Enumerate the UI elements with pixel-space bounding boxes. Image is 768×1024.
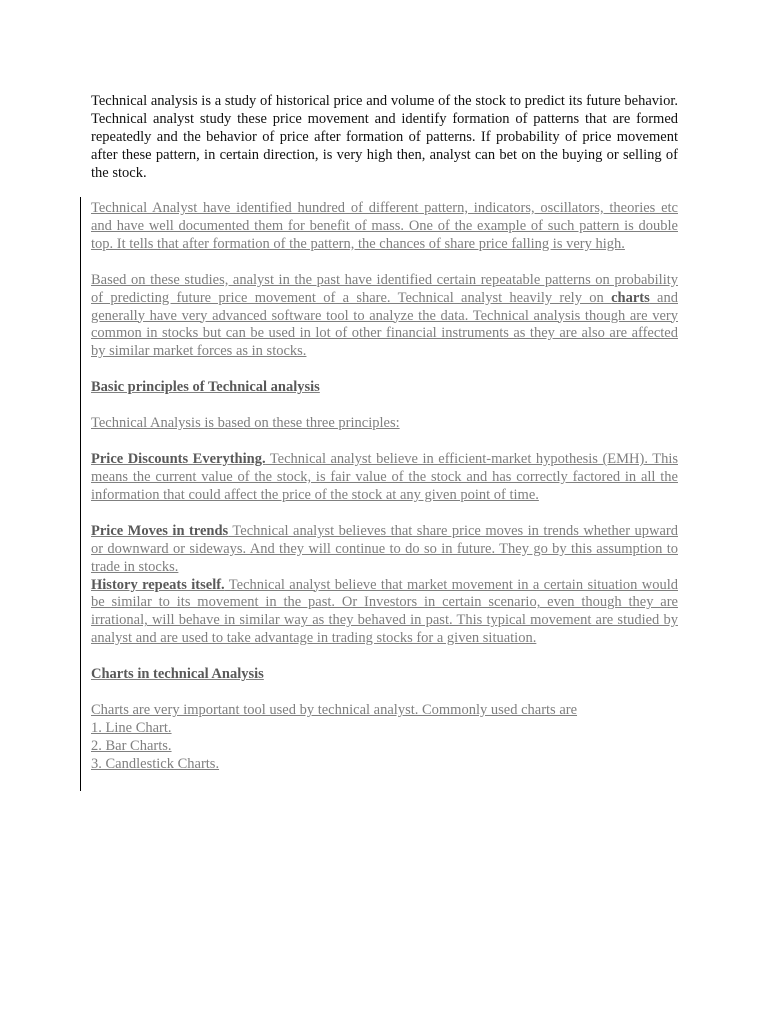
principle-price-trends-title: Price Moves in trends <box>91 522 229 539</box>
section-heading-charts: Charts in technical Analysis <box>91 666 264 683</box>
principle-price-discounts-title: Price Discounts Everything. <box>91 451 266 468</box>
charts-reliance-text-before: Based on these studies, analyst in the past have identified certain repeatable patterns on probability of predicting future price movement of a share. Technical analyst heavily rely on <box>91 271 678 306</box>
principle-price-discounts-text: Technical analyst believe in efficient-market hypothesis (EMH). This means the current value of the stock, is fair value of the stock and has correctly factored in all the information that could affect the price of the stock at any given point of time. <box>91 451 678 503</box>
principle-price-trends <box>91 523 678 577</box>
list-item: 2. Bar Charts. <box>91 737 172 754</box>
intro-paragraph: Technical analysis is a study of historical price and volume of the stock to predict its future behavior. Technical analyst study these price movement and identify formation of patterns that are formed repeatedly and the behavior of price after formation of patterns. If probability of price movement after these pattern, in certain direction, is very high then, analyst can bet on the buying or selling of the stock. <box>91 93 678 181</box>
principles-intro: Technical Analysis is based on these three principles: <box>91 415 400 432</box>
list-item: 3. Candlestick Charts. <box>91 755 220 772</box>
patterns-paragraph: Technical Analyst have identified hundred of different pattern, indicators, oscillators, theories etc and have well documented them for benefit of mass. One of the example of such pattern is double top. It tells that after formation of the pattern, the chances of share price falling is very high. <box>91 200 678 252</box>
section-heading-principles: Basic principles of Technical analysis <box>91 379 320 396</box>
revision-change-bar <box>80 197 81 791</box>
charts-reliance-text-after: and generally have very advanced software tool to analyze the data. Technical analysis though are very common in stocks but can be used in lot of other financial instruments as they are also are affected by similar market forces as in stocks. <box>91 289 678 360</box>
charts-keyword: charts <box>611 289 650 306</box>
chart-types-list <box>91 720 678 774</box>
charts-reliance-paragraph <box>91 272 678 362</box>
charts-intro: Charts are very important tool used by technical analyst. Commonly used charts are <box>91 702 578 719</box>
principle-history-repeats <box>91 577 678 649</box>
principle-history-repeats-text: Technical analyst believe that market movement in a certain situation would be similar to its movement in the past. Or Investors in certain scenario, even though they are irrational, will behave in similar way as they behaved in past. This typical movement are studied by analyst and are used to take advantage in trading stocks for a given situation. <box>91 576 678 647</box>
principle-history-repeats-title: History repeats itself. <box>91 576 225 593</box>
tracked-changes-section <box>91 200 678 774</box>
principle-price-discounts <box>91 451 678 505</box>
principle-price-trends-text: Technical analyst believes that share price moves in trends whether upward or downward or sideways. And they will continue to do so in future. They go by this assumption to trade in stocks. <box>91 522 678 575</box>
list-item: 1. Line Chart. <box>91 719 172 736</box>
